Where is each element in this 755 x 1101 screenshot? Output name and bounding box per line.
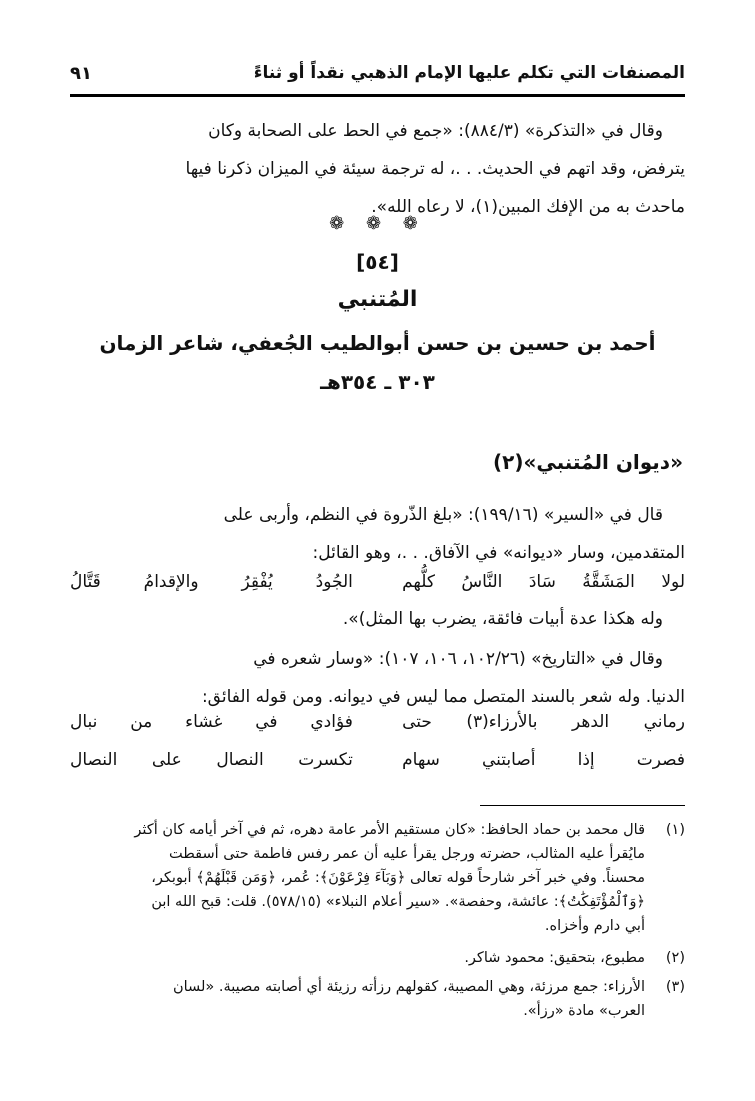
footnote-text <box>70 975 645 1023</box>
work-title: «ديوان المُتنبي»(٢) <box>492 450 683 474</box>
text-line: العرب» مادة «رزأ». <box>523 1003 645 1019</box>
footnote-number: (٣) <box>665 979 685 995</box>
text-line: ﴿وَٱلْمُؤْتَفِكَٰتُ﴾: عائشة، وحفصة». «سير أعلام النبلاء» (٥٧٨/١٥). قلت: قبح الله ابن <box>151 894 645 910</box>
footnote-number: (٢) <box>665 950 685 966</box>
running-header <box>70 56 685 90</box>
text-line: ماحدث به من الإفك المبين(١)، لا رعاه الله». <box>371 197 685 217</box>
verse-hemistich-second: تكسرت النصال على النصال <box>70 750 353 770</box>
text-line: قال في «السير» (١٩٩/١٦): «بلغ الذّروة في النظم، وأربى على <box>223 505 663 525</box>
text-line: وقال في «التاريخ» (١٠٢/٢٦، ١٠٦، ١٠٧): «وسار شعره في <box>253 649 663 669</box>
footnote-rule <box>480 805 685 806</box>
running-header-title: المصنفات التي تكلم عليها الإمام الذهبي نقداً أو ثناءً <box>253 63 685 83</box>
text-line: يترفض، وقد اتهم في الحديث. . .، له ترجمة سيئة في الميزان ذكرنا فيها <box>185 159 685 179</box>
footnote-number: (١) <box>665 822 685 838</box>
text-line: وله هكذا عدة أبيات فائقة، يضرب بها المثل)». <box>342 609 663 629</box>
entry-dates: ٣٠٣ ـ ٣٥٤هـ <box>320 370 435 394</box>
body-paragraph-2 <box>70 600 685 638</box>
text-line: المتقدمين، وسار «ديوانه» في الآفاق. . .، وهو القائل: <box>312 543 685 563</box>
entry-name: المُتنبي <box>337 287 418 312</box>
verse-hemistich-first: رماني الدهر بالأرزاء(٣) حتى <box>402 712 685 732</box>
text-line: أبي دارم وأخزاه. <box>544 918 645 934</box>
text-line: مايُقرأ عليه المثالب، حضرته ورجل يقرأ عليه أن عمر رفس فاطمة حتى أسقطت <box>168 846 645 862</box>
entry-number: [٥٤] <box>356 250 399 274</box>
verse-2 <box>70 712 685 748</box>
intro-paragraph <box>70 112 685 226</box>
text-line: مطبوع، بتحقيق: محمود شاكر. <box>464 950 645 966</box>
footnote-text <box>70 818 645 938</box>
body-paragraph-3 <box>70 640 685 716</box>
verse-hemistich-first: فصرت إذا أصابتني سهام <box>402 750 685 770</box>
verse-3 <box>70 750 685 786</box>
verse-hemistich-second: الجُودُ يُفْقِرُ والإقدامُ قَتَّالُ <box>70 572 353 592</box>
page-number: ٩١ <box>70 62 92 84</box>
footnote-text <box>70 946 645 970</box>
text-line: محسناً. وفي خبر آخر شارحاً قوله تعالى ﴿وَبَآءَ فِرْعَوْنَ﴾: عُمر، ﴿وَمَن قَبْلَهُمْ﴾ أبوبكر، <box>151 870 645 886</box>
footnote-1 <box>70 818 685 938</box>
verse-hemistich-second: فؤادي في غشاء من نبال <box>70 712 353 732</box>
text-line: الأرزاء: جمع مرزئة، وهي المصيبة، كقولهم رزأته رزيئة أي أصابته مصيبة. «لسان <box>172 979 645 995</box>
header-rule <box>70 94 685 97</box>
footnote-2 <box>70 946 685 970</box>
verse-hemistich-first: لولا المَشَقَّةُ سَادَ النَّاسُ كلُّهم <box>402 572 685 592</box>
body-paragraph-1 <box>70 496 685 572</box>
text-line: الدنيا. وله شعر بالسند المتصل مما ليس في ديوانه. ومن قوله الفائق: <box>201 687 685 707</box>
text-line: وقال في «التذكرة» (٨٨٤/٣): «جمع في الحط على الصحابة وكان <box>208 121 663 141</box>
footnote-3 <box>70 975 685 1023</box>
section-separator: ❁ ❁ ❁ <box>329 213 426 234</box>
text-line: قال محمد بن حماد الحافظ: «كان مستقيم الأمر عامة دهره، ثم في آخر أيامه كان أكثر <box>134 822 645 838</box>
entry-full-name: أحمد بن حسين بن حسن أبوالطيب الجُعفي، شاعر الزمان <box>99 331 656 355</box>
